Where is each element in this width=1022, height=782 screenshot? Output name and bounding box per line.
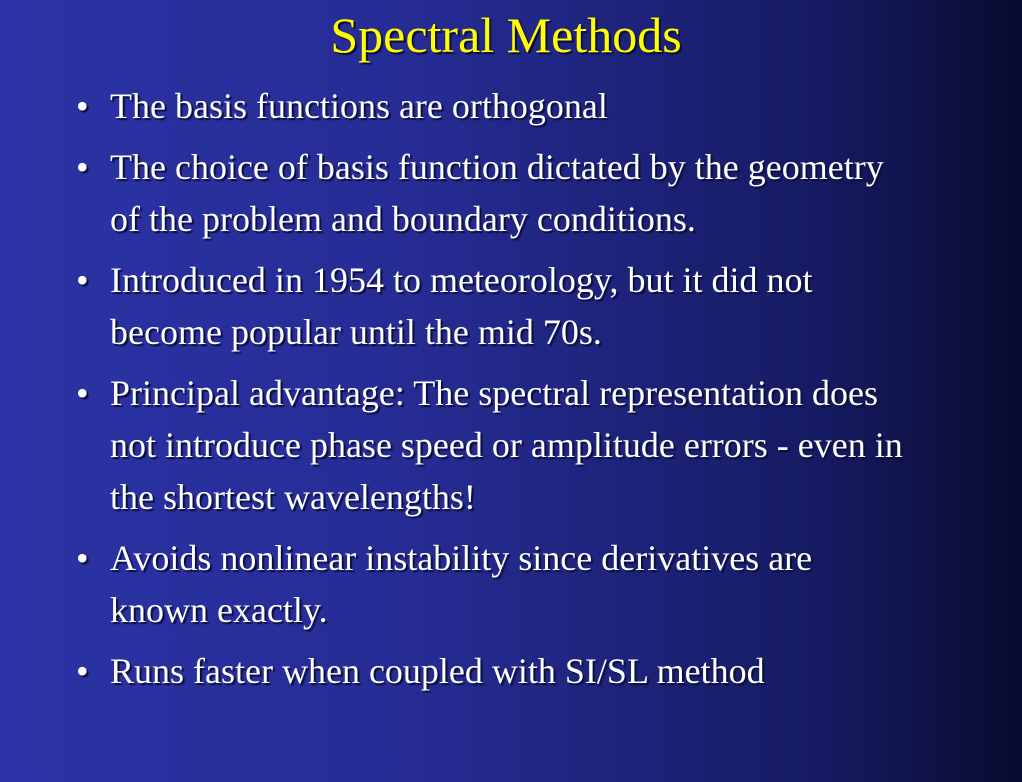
bullet-item-nonlinear-instability — [76, 532, 906, 636]
bullet-glyph: • — [76, 373, 89, 413]
bullet-item-basis-choice — [76, 141, 906, 245]
bullet-glyph: • — [76, 86, 89, 126]
bullet-item-basis-orthogonal — [76, 80, 906, 132]
slide-title: Spectral Methods — [330, 7, 682, 63]
bullet-item-principal-advantage — [76, 367, 906, 523]
bullet-glyph: • — [76, 651, 89, 691]
bullet-glyph: • — [76, 260, 89, 300]
bullet-text: The choice of basis function dictated by the geometry of the problem and boundary conditions. — [110, 147, 884, 239]
bullet-text: Introduced in 1954 to meteorology, but it did not become popular until the mid 70s. — [110, 260, 813, 352]
bullet-list — [76, 80, 906, 706]
bullet-item-runs-faster — [76, 645, 906, 697]
bullet-glyph: • — [76, 147, 89, 187]
bullet-item-history — [76, 254, 906, 358]
bullet-glyph: • — [76, 538, 89, 578]
bullet-text: Avoids nonlinear instability since derivatives are known exactly. — [110, 538, 813, 630]
bullet-text: Principal advantage: The spectral representation does not introduce phase speed or amplitude errors - even in the shortest wavelengths! — [110, 373, 903, 517]
bullet-text: The basis functions are orthogonal — [110, 86, 608, 126]
bullet-text: Runs faster when coupled with SI/SL method — [110, 651, 765, 691]
